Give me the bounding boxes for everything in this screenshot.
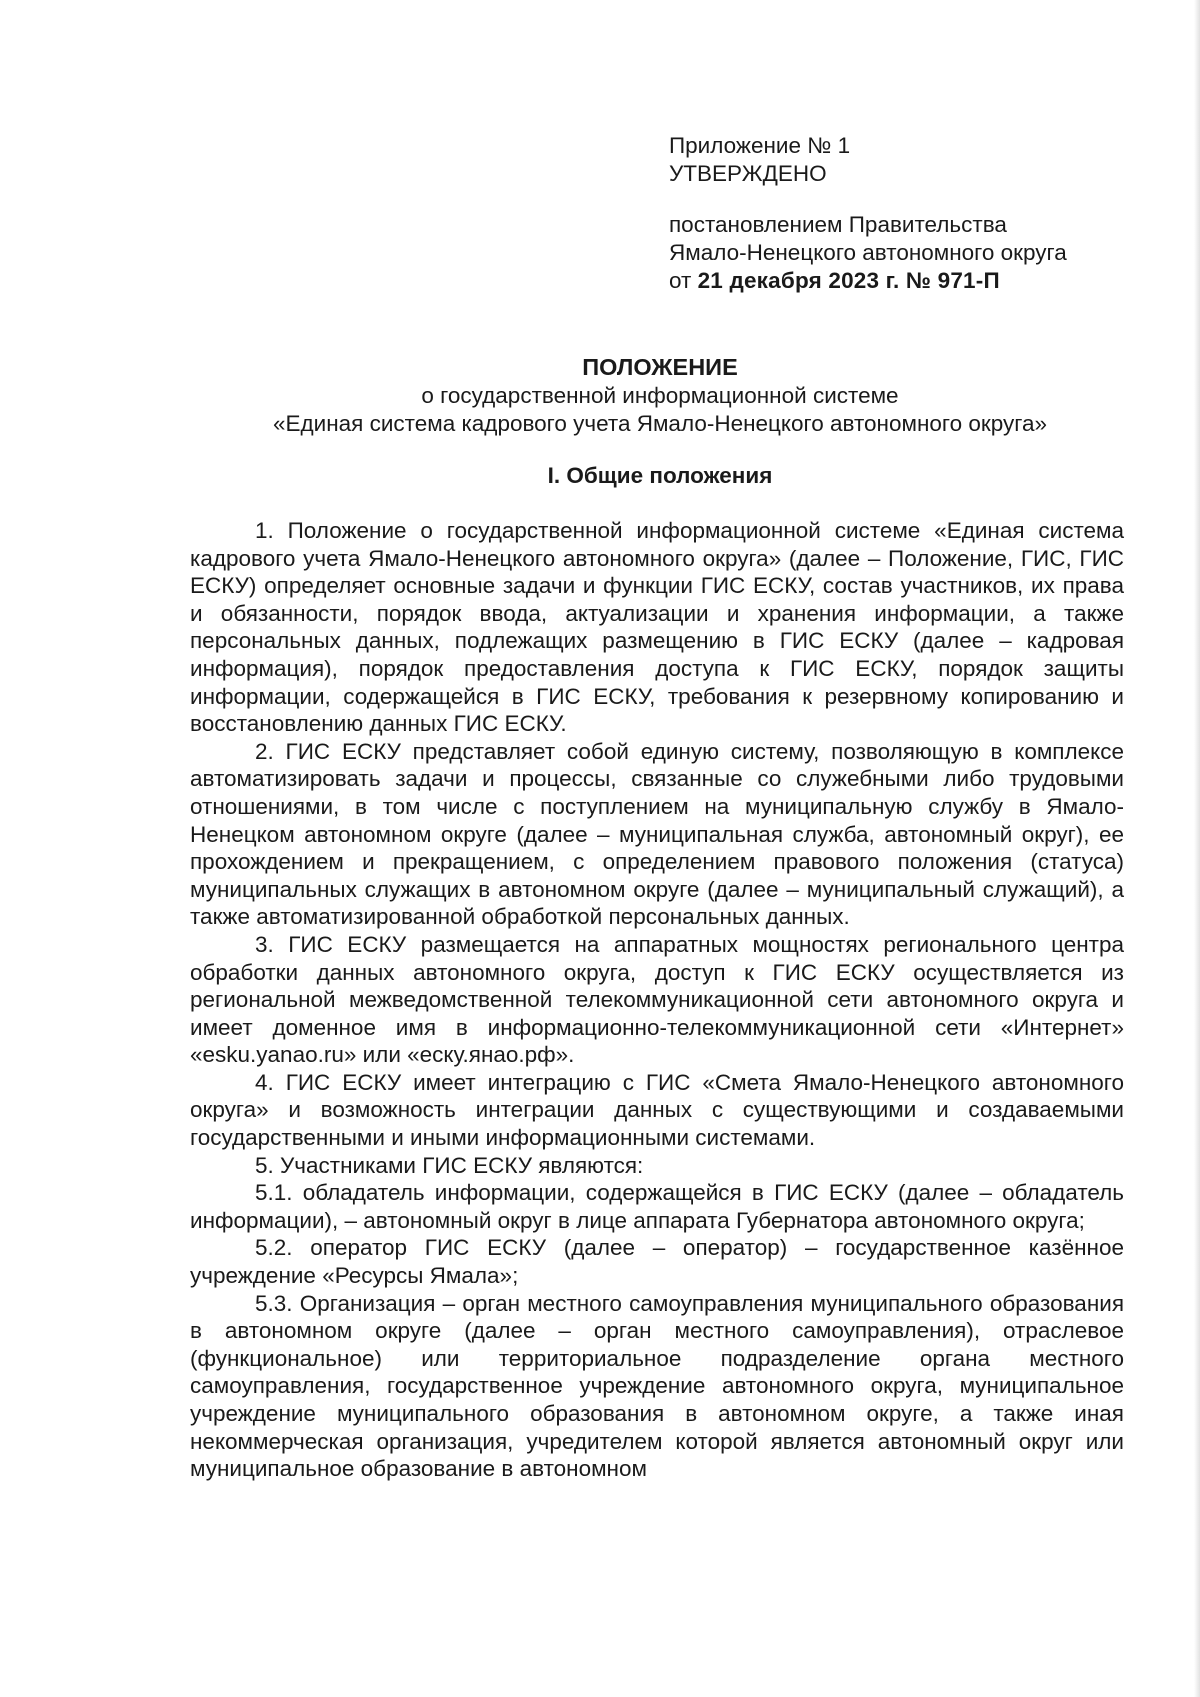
spacer bbox=[669, 188, 1129, 211]
paragraph-5: 5. Участниками ГИС ЕСКУ являются: bbox=[255, 1152, 644, 1178]
paragraph-4: 4. ГИС ЕСКУ имеет интеграцию с ГИС «Смета Ямало-Ненецкого автономного округа» и возможность интеграции данных с существующими и создаваемыми государственными и иными информационными системами. bbox=[190, 1069, 1124, 1151]
paragraph-3: 3. ГИС ЕСКУ размещается на аппаратных мощностях регионального центра обработки данных автономного округа, доступ к ГИС ЕСКУ осуществляется из региональной межведомственной телекоммуникационной сети автономного округа и имеет доменное имя в информационно-телекоммуникационной сети «Интернет» «esku.yanao.ru» или «еску.янао.рф». bbox=[190, 931, 1124, 1068]
decree-date-number: 21 декабря 2023 г. № 971-П bbox=[697, 268, 1000, 293]
approval-block bbox=[669, 132, 1129, 295]
document-subtitle-line-1: о государственной информационной системе bbox=[421, 383, 899, 408]
document-body bbox=[190, 517, 1124, 1483]
document-title-block bbox=[190, 352, 1130, 438]
appendix-label: Приложение № 1 bbox=[669, 133, 851, 158]
document-title: ПОЛОЖЕНИЕ bbox=[582, 354, 738, 380]
approved-label: УТВЕРЖДЕНО bbox=[669, 161, 827, 186]
paragraph-5-2: 5.2. оператор ГИС ЕСКУ (далее – оператор) – государственное казённое учреждение «Ресурсы Ямала»; bbox=[190, 1235, 1124, 1289]
section-heading: I. Общие положения bbox=[547, 463, 773, 488]
decree-line-1: постановлением Правительства bbox=[669, 212, 1007, 237]
paragraph-5-1: 5.1. обладатель информации, содержащейся в ГИС ЕСКУ (далее – обладатель информации), – автономный округ в лице аппарата Губернатора автономного округа; bbox=[190, 1180, 1124, 1233]
document-subtitle-line-2: «Единая система кадрового учета Ямало-Ненецкого автономного округа» bbox=[273, 411, 1047, 436]
decree-date-line bbox=[669, 267, 1129, 295]
paragraph-1: 1. Положение о государственной информационной системе «Единая система кадрового учета Ямало-Ненецкого автономного округа» (далее – Положение, ГИС, ГИС ЕСКУ) определяет основные задачи и функции ГИС ЕСКУ, состав участников, их права и обязанности, порядок ввода, актуализации и хранения информации, а также персональных данных, подлежащих размещению в ГИС ЕСКУ (далее – кадровая информация), порядок предоставления доступа к ГИС ЕСКУ, порядок защиты информации, содержащейся в ГИС ЕСКУ, требования к резервному копированию и восстановлению данных ГИС ЕСКУ. bbox=[190, 518, 1124, 737]
paragraph-5-3: 5.3. Организация – орган местного самоуправления муниципального образования в автономном округе (далее – орган местного самоуправления), отраслевое (функциональное) или территориальное подразделение органа местного самоуправления, государственное учреждение автономного округа, муниципальное учреждение муниципального образования в автономном округе, а также иная некоммерческая организация, учредителем которой является автономный округ или муниципальное образование в автономном bbox=[190, 1290, 1124, 1482]
paragraph-2: 2. ГИС ЕСКУ представляет собой единую систему, позволяющую в комплексе автоматизировать задачи и процессы, связанные со служебными либо трудовыми отношениями, в том числе с поступлением на муниципальную службу в Ямало-Ненецком автономном округе (далее – муниципальная служба, автономный округ), ее прохождением и прекращением, с определением правового положения (статуса) муниципальных служащих в автономном округе (далее – муниципальный служащий), а также автоматизированной обработкой персональных данных. bbox=[190, 738, 1124, 930]
decree-line-2: Ямало-Ненецкого автономного округа bbox=[669, 240, 1067, 265]
page-edge-shadow bbox=[1194, 0, 1200, 1697]
date-prefix: от bbox=[669, 268, 692, 293]
